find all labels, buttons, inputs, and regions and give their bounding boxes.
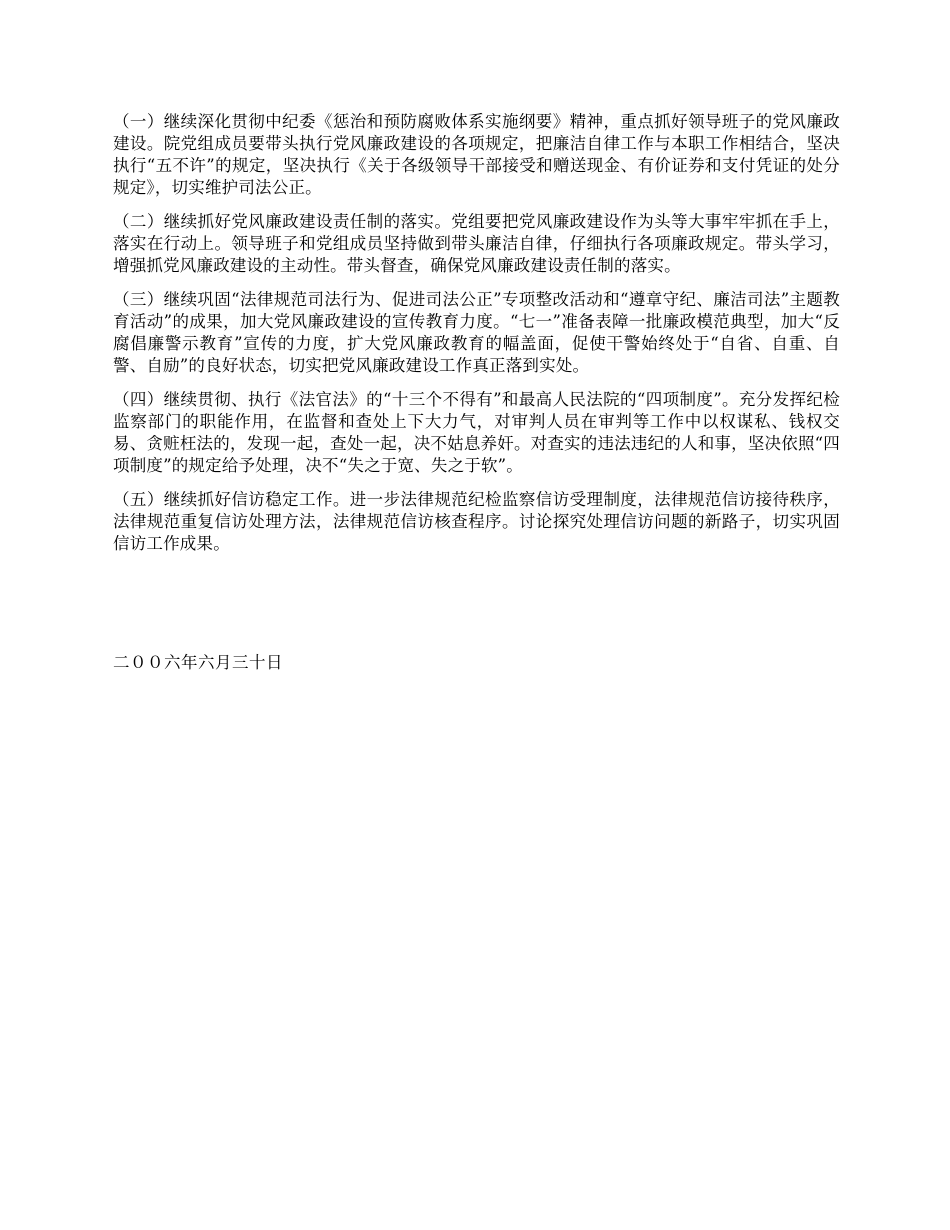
paragraph-4: （四）继续贯彻、执行《法官法》的“十三个不得有”和最高人民法院的“四项制度”。充分发挥纪检监察部门的职能作用，在监督和查处上下大力气，对审判人员在审判等工作中以权谋私、钱权交易、贪赃枉法的，发现一起，查处一起，决不姑息养奸。对查实的违法违纪的人和事，坚决依照“四项制度”的规定给予处理，决不“失之于宽、失之于软”。 xyxy=(113,390,840,475)
document-date: 二００六年六月三十日 xyxy=(113,653,283,672)
paragraph-2: （二）继续抓好党风廉政建设责任制的落实。党组要把党风廉政建设作为头等大事牢牢抓在手上，落实在行动上。领导班子和党组成员坚持做到带头廉洁自律，仔细执行各项廉政规定。带头学习，增强抓党风廉政建设的主动性。带头督查，确保党风廉政建设责任制的落实。 xyxy=(113,212,840,275)
paragraph-3: （三）继续巩固“法律规范司法行为、促进司法公正”专项整改活动和“遵章守纪、廉洁司法”主题教育活动”的成果，加大党风廉政建设的宣传教育力度。“七一”准备表障一批廉政模范典型，加大“反腐倡廉警示教育”宣传的力度，扩大党风廉政教育的幅盖面，促使干警始终处于“自省、自重、自警、自励”的良好状态，切实把党风廉政建设工作真正落到实处。 xyxy=(113,290,840,375)
paragraph-5: （五）继续抓好信访稳定工作。进一步法律规范纪检监察信访受理制度，法律规范信访接待秩序，法律规范重复信访处理方法，法律规范信访核查程序。讨论探究处理信访问题的新路子，切实巩固信访工作成果。 xyxy=(113,490,840,553)
paragraph-1: （一）继续深化贯彻中纪委《惩治和预防腐败体系实施纲要》精神，重点抓好领导班子的党风廉政建设。院党组成员要带头执行党风廉政建设的各项规定，把廉洁自律工作与本职工作相结合，坚决执行“五不许”的规定，坚决执行《关于各级领导干部接受和赠送现金、有价证券和支付凭证的处分规定》，切实维护司法公正。 xyxy=(113,112,840,197)
document-body xyxy=(113,111,840,567)
